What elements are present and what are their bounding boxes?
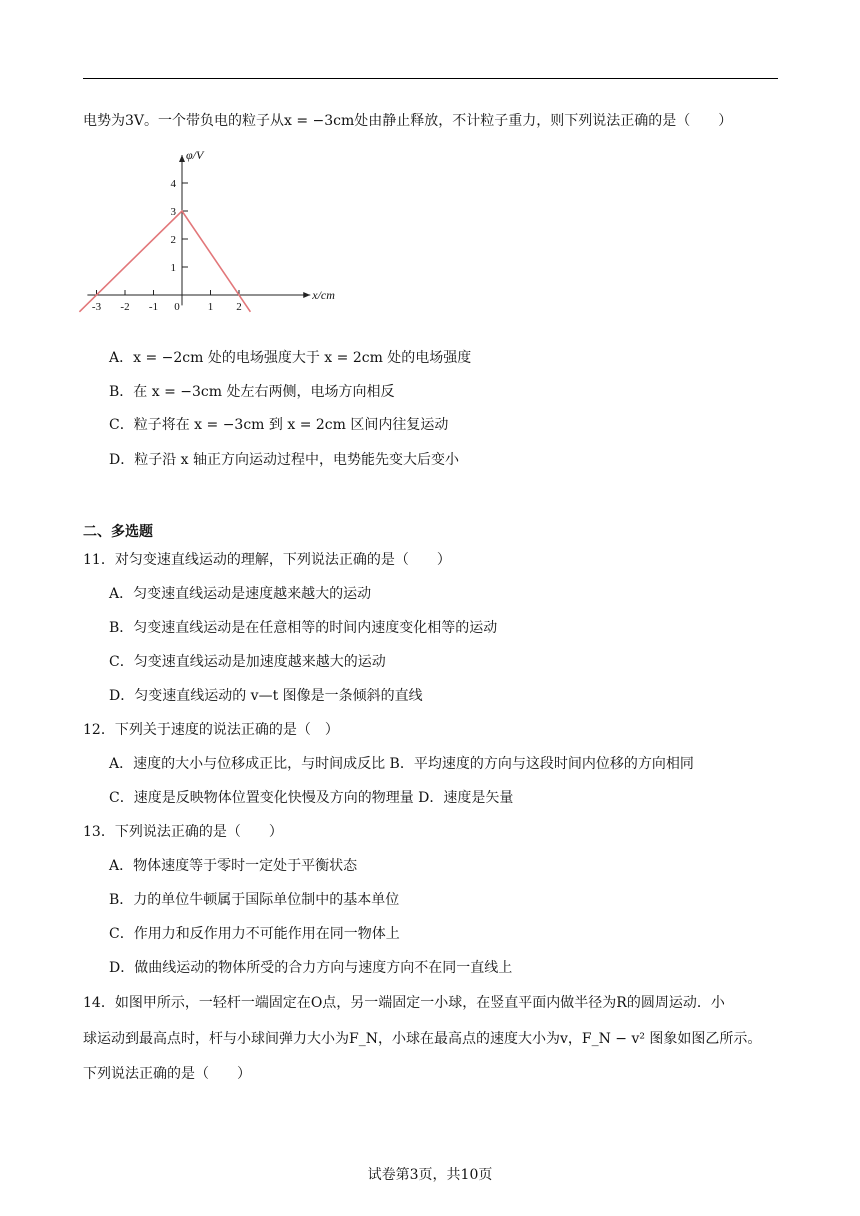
potential-chart: [76, 140, 336, 335]
section-title: 二、多选题: [83, 524, 153, 540]
x-tick-label: 1: [207, 301, 214, 313]
y-axis-arrow: [179, 155, 185, 162]
y-tick-label: 1: [170, 262, 176, 274]
y-tick-label: 2: [170, 234, 176, 246]
q13-option-b: B．力的单位牛顿属于国际单位制中的基本单位: [109, 892, 400, 908]
x-tick-label: 2: [236, 301, 242, 313]
q11-option-b: B．匀变速直线运动是在任意相等的时间内速度变化相等的运动: [109, 620, 498, 636]
x-axis-arrow: [303, 292, 310, 298]
question-intro: 电势为3V。一个带负电的粒子从x = −3cm处由静止释放，不计粒子重力，则下列说法正确的是（ ）: [83, 113, 733, 129]
y-axis-label: φ/V: [186, 148, 204, 162]
q14-stem-line-3: 下列说法正确的是（ ）: [83, 1066, 251, 1082]
q13-option-a: A．物体速度等于零时一定处于平衡状态: [109, 858, 358, 874]
q12-option-ab: A．速度的大小与位移成正比，与时间成反比 B．平均速度的方向与这段时间内位移的方向相同: [109, 756, 694, 772]
page-footer: 试卷第3页，共10页: [367, 1167, 493, 1183]
q11-option-c: C．匀变速直线运动是加速度越来越大的运动: [109, 654, 386, 670]
potential-line-0: [79, 211, 250, 312]
q12-stem: 12．下列关于速度的说法正确的是（ ）: [83, 722, 339, 738]
q13-stem: 13．下列说法正确的是（ ）: [83, 824, 283, 840]
q10-option-b: B．在 x = −3cm 处左右两侧，电场方向相反: [109, 384, 395, 400]
q13-option-d: D．做曲线运动的物体所受的合力方向与速度方向不在同一直线上: [109, 960, 513, 976]
q12-option-cd: C．速度是反映物体位置变化快慢及方向的物理量 D．速度是矢量: [109, 790, 514, 806]
header-rule: [83, 78, 778, 79]
q13-option-c: C．作用力和反作用力不可能作用在同一物体上: [109, 926, 400, 942]
q11-option-a: A．匀变速直线运动是速度越来越大的运动: [109, 586, 372, 602]
q11-option-d: D．匀变速直线运动的 v—t 图像是一条倾斜的直线: [109, 688, 423, 704]
q14-stem-line-2: 球运动到最高点时，杆与小球间弹力大小为F_N，小球在最高点的速度大小为v，F_N − v² 图象如图乙所示。: [83, 1031, 762, 1047]
q10-option-c: C．粒子将在 x = −3cm 到 x = 2cm 区间内往复运动: [109, 417, 449, 433]
q14-stem-line-1: 14．如图甲所示，一轻杆一端固定在O点，另一端固定一小球，在竖直平面内做半径为R的圆周运动．小: [83, 995, 725, 1011]
x-tick-label: -2: [120, 301, 130, 313]
x-tick-label: 0: [174, 301, 180, 313]
y-tick-label: 4: [170, 178, 176, 190]
x-axis-label: x/cm: [312, 288, 335, 302]
y-tick-label: 3: [170, 206, 176, 218]
x-tick-label: -1: [148, 301, 159, 313]
q11-stem: 11．对匀变速直线运动的理解，下列说法正确的是（ ）: [83, 552, 451, 568]
q10-option-a: A．x = −2cm 处的电场强度大于 x = 2cm 处的电场强度: [109, 350, 472, 366]
q10-option-d: D．粒子沿 x 轴正方向运动过程中，电势能先变大后变小: [109, 452, 460, 468]
x-tick-label: -3: [91, 301, 102, 313]
